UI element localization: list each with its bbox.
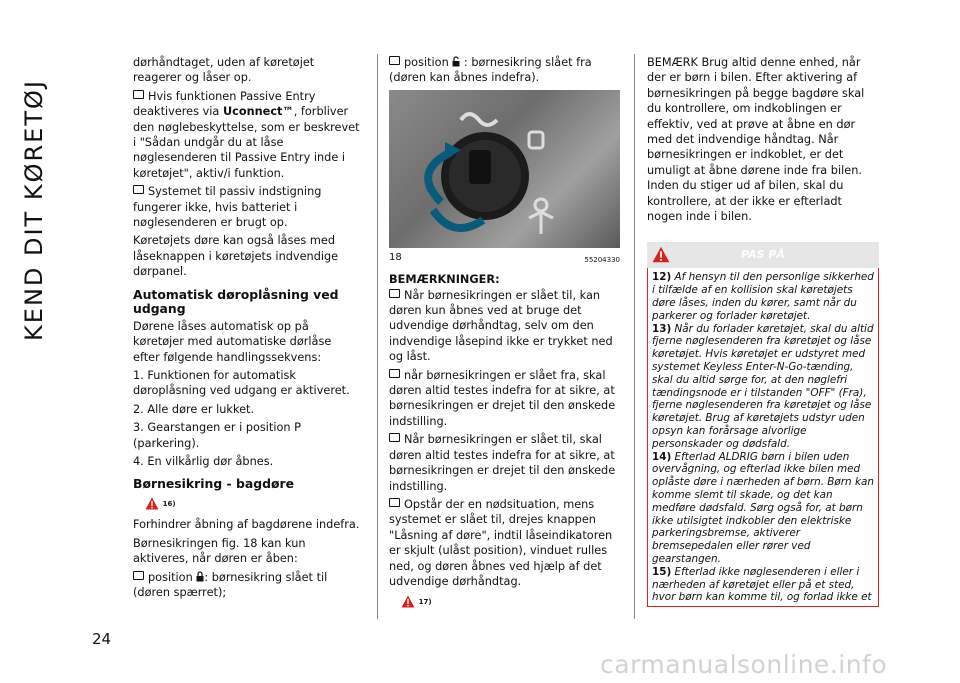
step: 2. Alle døre er lukket. [133,402,255,416]
bullet-item: når børnesikringen er slået fra, skal døren altid testes indefra for at sikre, at børnesikringen er drejet til den ønskede indstilling. [389,368,616,428]
bullet-square-icon [389,56,400,65]
bullet-item: position : børnesikring slået til (døren spærret); [133,570,328,599]
column-divider [377,54,378,619]
warning-triangle-icon [401,595,415,608]
figure-code: 55204330 [584,255,620,264]
warning-item: 13) Når du forlader køretøjet, skal du altid fjerne nøglesenderen fra køretøjet og låse køretøjet. Hvis køretøjet er udstyret med systemet Keyless Enter-N-Go-tænding, skal du altid sørge for, at den nøglefri tændingsnode er i tilstanden "OFF" (Fra), fjerne nøglesenderen fra køretøjet og låse køretøjet. Brug af køretøjets udstyr uden opsyn kan forårsage alvorlige personskader og dødsfald. [652,322,874,450]
page-number: 24 [92,630,112,648]
warning-box-header [647,242,879,268]
bullet-item: Når børnesikringen er slået til, skal døren altid testes indefra for at sikre, at børnesikringen er drejet til den ønskede indstilling. [389,433,616,493]
watermark: carmanualsonline.info [600,650,888,679]
bullet-item: Når børnesikringen er slået til, kan døren kun åbnes ved at bruge det udvendige dørhåndtag, selv om den indvendige låsepind ikke er trykket ned og låst. [389,288,613,364]
column-1 [133,55,361,603]
brand-text: Uconnect™ [222,105,294,119]
warning-item: 12) Af hensyn til den personlige sikkerhed i tilfælde af en kollision skal køretøjets døre låses, inden du kører, samt når du parkerer og forlader køretøjet. [652,271,874,322]
bullet-item: position : børnesikring slået fra (døren kan åbnes indefra). [389,56,592,85]
bullet-square-icon [133,90,144,99]
section-title: KEND DIT KØRETØJ [20,79,48,341]
bullet-square-icon [133,185,144,194]
warning-box-title: PAS PÅ [741,248,785,262]
warning-box-body [647,268,879,607]
bullet-square-icon [389,289,400,298]
heading-child-lock: Børnesikring - bagdøre [133,476,294,492]
step: 4. En vilkårlig dør åbnes. [133,454,274,468]
step: 3. Gearstangen er i position P (parkering). [133,421,301,450]
heading-auto-unlock: Automatisk døroplåsning ved udgang [133,286,339,316]
warning-reference: 16) [145,497,361,513]
warning-item: 14) Efterlad ALDRIG børn i bilen uden overvågning, og efterlad ikke bilen med oplåste døre i nærheden af børn. Børn kan komme slemt til skade, og det kan medføre dødsfald. Sørg også for, at børn ikke utilsigtet indkobler den elektriske parkeringsbremse, aktiverer bremsepedalen eller rører ved gearstangen. [652,450,874,565]
paragraph: Køretøjets døre kan også låses med låseknappen i køretøjets indvendige dørpanel. [133,234,339,279]
bullet-square-icon [389,433,400,442]
note-paragraph: BEMÆRK Brug altid denne enhed, når der er børn i bilen. Efter aktivering af børnesikringen på begge bagdøre skal du kontrollere, om indkoblingen er effektiv, ved at prøve at åbne en dør med det indvendige håndtag. Når børnesikringen er indkoblet, er det umuligt at åbne dørene inde fra bilen. Inden du stiger ud af bilen, skal du kontrollere, at der ikke er efterladt nogen inde i bilen. [647,56,865,224]
paragraph: Børnesikringen fig. 18 kan kun aktiveres, når døren er åben: [133,536,306,566]
figure-caption [389,250,620,268]
warning-box [647,242,879,607]
column-3 [647,55,879,607]
bullet-square-icon [389,498,400,507]
paragraph: Forhindrer åbning af bagdørene indefra. [133,518,360,532]
column-divider [634,54,635,619]
notes-heading: BEMÆRKNINGER: [389,273,500,287]
paragraph: Dørene låses automatisk op på køretøjer med automatiske dørlåse efter følgende handlingssekvens: [133,319,332,364]
figure-number: 18 [389,251,402,263]
warning-triangle-icon [145,497,159,510]
warning-reference: 17) [401,595,620,611]
section-title-vertical [14,40,54,380]
step: 1. Funktionen for automatisk døroplåsning ved udgang er aktiveret. [133,368,350,398]
warning-item: 15) Efterlad ikke nøglesenderen i eller i nærheden af køretøjet eller på et sted, hvor børn kan komme til, og forlad ikke et [652,565,872,604]
bullet-item: Opstår der en nødsituation, mens systemet er slået til, drejes knappen "Låsning af døre", indtil låseindikatoren er skjult (ulåst position), vinduet rulles ned, og døren åbnes ved hjælp af det udvendige dørhåndtag. [389,497,613,588]
paragraph: dørhåndtaget, uden af køretøjet reagerer og låser op. [133,56,315,85]
column-2 [389,55,620,615]
warning-triangle-icon [652,246,670,263]
bullet-square-icon [389,369,400,378]
bullet-square-icon [133,571,144,580]
bullet-item: Hvis funktionen Passive Entry deaktiveres via Uconnect™, forbliver den nøglebeskyttelse, som er beskrevet i "Sådan undgår du at låse nøglesenderen til Passive Entry inde i køretøjet", aktiv/i funktion. [133,89,360,180]
child-lock-photo [389,90,620,248]
bullet-item: Systemet til passiv indstigning fungerer ikke, hvis batteriet i nøglesenderen er brugt op. [133,185,322,230]
